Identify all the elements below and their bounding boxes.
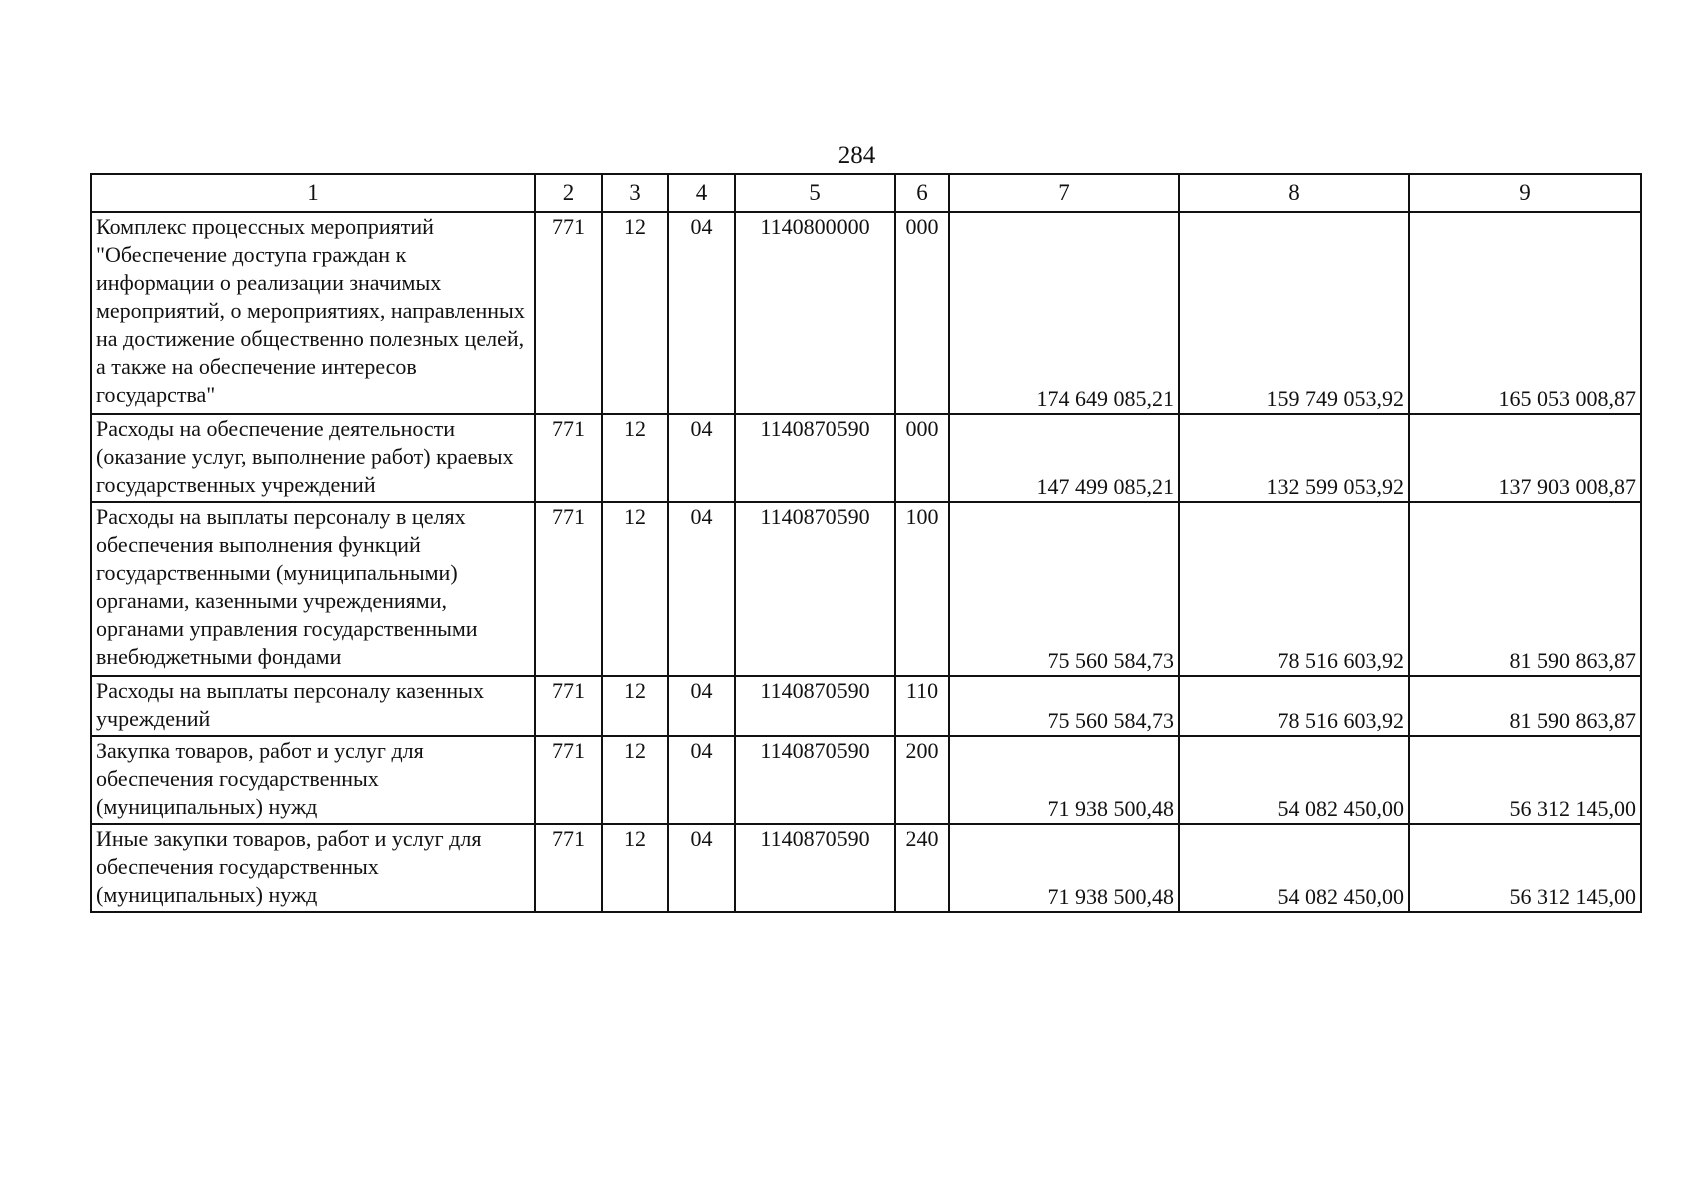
header-cell-3: 3 [602,174,668,212]
table-row [91,212,1641,414]
cell-amount-col9: 81 590 863,87 [1409,502,1641,676]
cell-col6: 100 [895,502,949,676]
cell-col6: 000 [895,414,949,502]
cell-amount-col8: 159 749 053,92 [1179,212,1409,414]
cell-col5: 1140870590 [735,414,895,502]
budget-table [90,173,1642,913]
cell-col3: 12 [602,502,668,676]
cell-col2: 771 [535,414,602,502]
row-description: Закупка товаров, работ и услуг для обеспечения государственных (муниципальных) нужд [91,736,535,824]
header-cell-6: 6 [895,174,949,212]
cell-col2: 771 [535,824,602,912]
cell-col6: 110 [895,676,949,736]
cell-col6: 000 [895,212,949,414]
cell-col4: 04 [668,414,735,502]
cell-col2: 771 [535,676,602,736]
header-cell-5: 5 [735,174,895,212]
cell-amount-col9: 81 590 863,87 [1409,676,1641,736]
cell-amount-col8: 132 599 053,92 [1179,414,1409,502]
cell-amount-col7: 147 499 085,21 [949,414,1179,502]
header-cell-1: 1 [91,174,535,212]
header-cell-8: 8 [1179,174,1409,212]
header-cell-4: 4 [668,174,735,212]
cell-col2: 771 [535,212,602,414]
header-cell-2: 2 [535,174,602,212]
table-row [91,414,1641,502]
cell-amount-col8: 54 082 450,00 [1179,824,1409,912]
cell-amount-col7: 174 649 085,21 [949,212,1179,414]
cell-col4: 04 [668,824,735,912]
cell-amount-col8: 54 082 450,00 [1179,736,1409,824]
table-row [91,824,1641,912]
page-number: 284 [837,142,876,169]
row-description: Иные закупки товаров, работ и услуг для обеспечения государственных (муниципальных) нужд [91,824,535,912]
header-cell-9: 9 [1409,174,1641,212]
cell-col4: 04 [668,736,735,824]
row-description: Расходы на выплаты персоналу в целях обеспечения выполнения функций государственными (муниципальными) органами, казенными учреждениями, органами управления государственными внебюджетными фондами [91,502,535,676]
cell-amount-col8: 78 516 603,92 [1179,676,1409,736]
cell-amount-col7: 71 938 500,48 [949,736,1179,824]
row-description: Комплекс процессных мероприятий "Обеспечение доступа граждан к информации о реализации значимых мероприятий, о мероприятиях, направленных на достижение общественно полезных целей, а также на обеспечение интересов государства" [91,212,535,414]
cell-col4: 04 [668,676,735,736]
cell-col3: 12 [602,676,668,736]
row-description: Расходы на обеспечение деятельности (оказание услуг, выполнение работ) краевых государственных учреждений [91,414,535,502]
cell-col5: 1140870590 [735,502,895,676]
cell-col6: 240 [895,824,949,912]
cell-col3: 12 [602,212,668,414]
cell-col2: 771 [535,736,602,824]
cell-col5: 1140870590 [735,676,895,736]
cell-amount-col9: 165 053 008,87 [1409,212,1641,414]
table-row [91,736,1641,824]
cell-col3: 12 [602,414,668,502]
cell-col2: 771 [535,502,602,676]
cell-col5: 1140800000 [735,212,895,414]
table-row [91,502,1641,676]
cell-col6: 200 [895,736,949,824]
cell-col5: 1140870590 [735,824,895,912]
cell-amount-col7: 75 560 584,73 [949,502,1179,676]
cell-col4: 04 [668,212,735,414]
cell-amount-col9: 56 312 145,00 [1409,736,1641,824]
header-row [91,174,1641,212]
cell-col4: 04 [668,502,735,676]
header-cell-7: 7 [949,174,1179,212]
cell-col5: 1140870590 [735,736,895,824]
table-row [91,676,1641,736]
row-description: Расходы на выплаты персоналу казенных учреждений [91,676,535,736]
cell-amount-col9: 56 312 145,00 [1409,824,1641,912]
cell-amount-col7: 71 938 500,48 [949,824,1179,912]
cell-col3: 12 [602,824,668,912]
cell-amount-col7: 75 560 584,73 [949,676,1179,736]
cell-amount-col8: 78 516 603,92 [1179,502,1409,676]
cell-amount-col9: 137 903 008,87 [1409,414,1641,502]
cell-col3: 12 [602,736,668,824]
